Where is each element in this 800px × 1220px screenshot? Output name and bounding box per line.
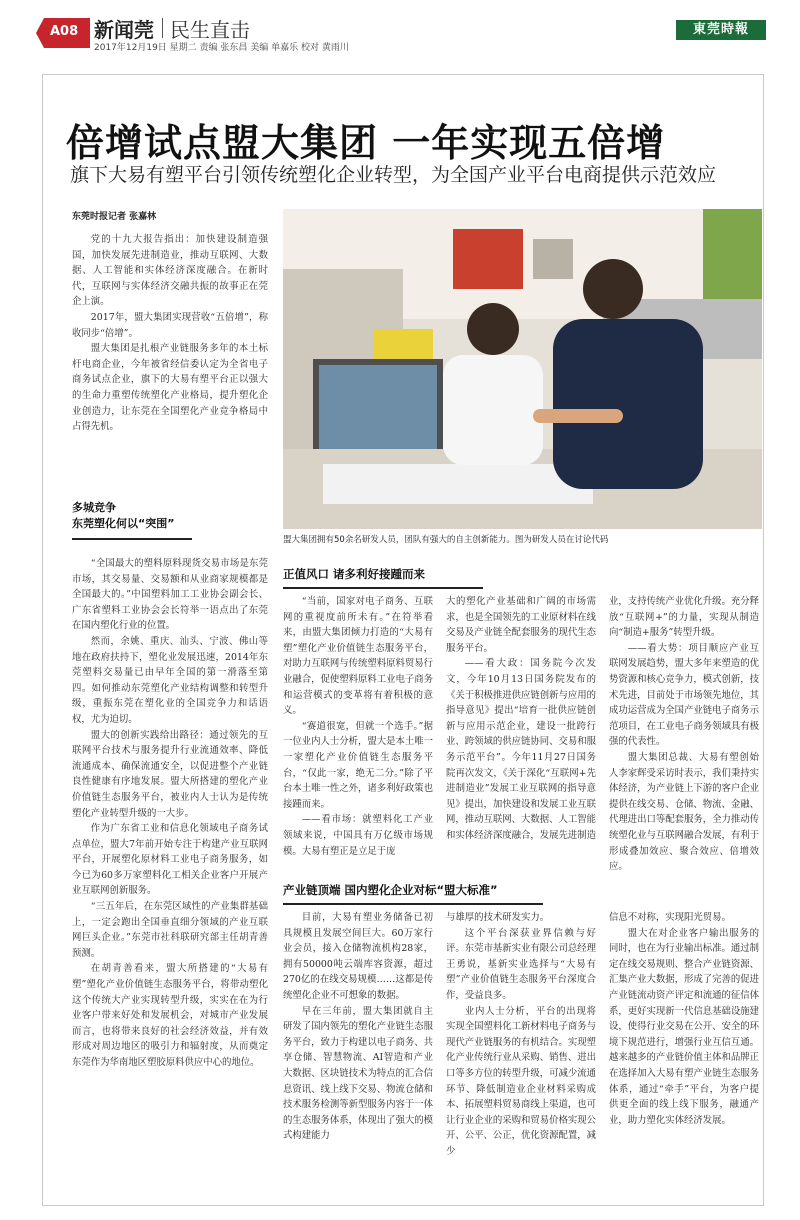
article-subheadline: 旗下大易有塑平台引领传统塑化企业转型，为全国产业平台电商提供示范效应 [70,164,717,186]
section1-title-line1: 多城竞争 [72,501,116,514]
section2-title: 正值风口 诸多利好接踵而来 [283,567,426,581]
section3-heading [283,882,762,905]
section3-paragraph: 业内人士分析，平台的出现将实现全国塑料化工新材料电子商务与现代产业链服务的有机结合。实现塑化产业传统行业从采购、销售、进出口等多方位的转型升级，可减少流通环节、降低制造业企业材料采购成本、拓展塑料贸易商线上渠道，也可让行业企业的采购和贸易价格实现公开、公平、公正，优化资源配置，减少 [446,1005,597,1157]
section2-heading [283,566,762,589]
section2-col1 [283,594,433,859]
section2-paragraph: ——看大势：项目顺应产业互联网发展趋势，盟大多年来塑造的优势资源和核心竞争力，模式创新，技术先进，目前处于市场领先地位，其成功运营成为全国产业链电子商务示范项目，在工业电子商务领域具有极强的代表性。 [609,642,760,748]
section2-paragraph: “赛道很宽，但就一个选手。”据一位业内人士分析，盟大是本土唯一一家塑化产业价值链生态服务平台，“仅此一家，绝无二分。”除了平台本土唯一性之外，诸多利好政策也接踵而来。 [283,720,434,810]
page-number-badge [36,18,90,48]
byline: 东莞时报记者 张嘉林 [72,212,157,222]
section3-rule [283,903,543,905]
section2-paragraph: ——看市场：就塑料化工产业领域来说，中国具有万亿级市场规模。大易有塑正是立足于庞 [283,814,433,857]
section2-paragraph: ——看大政：国务院今次发文，今年10月13日国务院发布的《关于积极推进供应链创新与应用的指导意见》提出“培育一批供应链创新与应用示范企业，建设一批跨行业、跨领域的供应链协同、交易和服务示范平台”。今年11月27日国务院再次发文，《关于深化“互联网+先进制造业”发展工业互联网的指导意见》提出，加快建设和发展工业互联网，推动互联网、大数据、人工智能和实体经济深度融合，发展先进制造 [446,658,597,841]
section2-rule [283,587,483,589]
section1-heading [72,500,268,540]
section-divider [162,18,163,38]
intro-paragraph: 2017年，盟大集团实现营收“五倍增”，称收同步“倍增”。 [72,311,268,339]
section2-paragraph: 盟大集团总裁、大易有塑创始人李家辉受采访时表示，我们秉持实体经济，为产业链上下游的客户企业提供在线交易、仓储、物流、金融、代理进出口等配套服务，全力推动传统塑化业与互联网融合发展，有利于形成叠加效应、聚合效应、倍增效应。 [609,751,760,873]
section1-title-line2: 东莞塑化何以“突围” [72,517,175,530]
section3-col2 [446,910,596,1160]
section3-title: 产业链顶端 国内塑化企业对标“盟大标准” [283,883,498,897]
section1-paragraph: “全国最大的塑料原料现货交易市场是东莞市场，其交易量、交易额和从业商家规模都是全国最大的。”中国塑料加工工业协会副会长、广东省塑料工业协会会长符举一语点出了东莞在国内塑化行业的位置。 [72,558,268,632]
section-title: 新闻莞 [94,18,154,42]
section3-paragraph: 盟大在对企业客户输出服务的同时，也在为行业输出标准。通过制定在线交易规则、整合产业链资源、汇集产业大数据，形成了完善的促进产业链流动资产评定和流通的征信体系，更好实现新一代信息基础设施建设，使得行业交易在公开、安全的环境下规范进行，增强行业互信互通。越来越多的产业链价值主体和品牌正在选择加入大易有塑产业链生态服务体系，通过“牵手”平台，为客户提供更全面的线上线下服务，融通产业，助力塑化实体经济发展。 [609,927,760,1126]
section1-column [72,556,268,1071]
section-subtitle: 民生直击 [170,18,250,42]
article-headline: 倍增试点盟大集团 一年实现五倍增 [66,120,666,165]
section3-col3 [609,910,759,1128]
newspaper-logo: 東莞時報 [676,20,766,40]
section1-rule [72,538,192,540]
article-photo [283,209,762,529]
section3-paragraph: 这个平台深获业界信赖与好评。东莞市基新实业有限公司总经理王勇说，基新实业选择与“大易有塑”产业价值链生态服务平台深度合作，受益良多。 [446,927,597,1001]
photo-illustration [283,209,762,529]
page-number: A08 [50,24,79,39]
intro-paragraph: 盟大集团是扎根产业链服务多年的本土标杆电商企业，今年被省经信委认定为全省电子商务试点企业，旗下的大易有塑平台正以强大的生命力重塑传统塑化产业格局，提升塑化企业创造力，让东莞在全国塑化产业竞争格局中占得先机。 [72,343,268,433]
intro-column [72,232,268,435]
section2-paragraph: 业，支持传统产业优化升级。充分释放“互联网+”的力量，实现从制造向“制造+服务”转型升级。 [609,596,760,639]
section1-paragraph: 盟大的创新实践给出路径：通过领先的互联网平台技术与服务提升行业流通效率、降低流通成本、确保流通安全，以促进整个产业链良性健康有序地发展。盟大所搭建的塑化产业价值链生态服务平台，被业内人士认为是传统塑化产业转型升级的一大步。 [72,729,268,819]
section3-paragraph: 早在三年前，盟大集团就自主研发了国内领先的塑化产业链生态服务平台，致力于构建以电子商务、共享仓储、智慧物流、AI智造和产业大数据、区块链技术为特点的汇合信息资讯、线上线下交易、物流仓储和技术服务检测等新型服务内容于一体的生态服务体系，体现出了强大的模式构建能力 [283,1005,434,1142]
intro-paragraph: 党的十九大报告指出：加快建设制造强国，加快发展先进制造业，推动互联网、大数据、人工智能和实体经济深度融合。在新时代，互联网与实体经济交融共振的故事正在莞企上演。 [72,234,268,308]
section2-col2 [446,594,596,844]
section1-paragraph: “三五年后，在东莞区域性的产业集群基础上，一定会跑出全国垂直细分领域的产业互联网巨头企业。”东莞市社科联研究部主任胡青善预测。 [72,901,268,959]
section3-paragraph: 与雄厚的技术研发实力。 [446,912,550,923]
section3-col1 [283,910,433,1144]
section1-paragraph: 在胡青善看来，盟大所搭建的“大易有塑”塑化产业价值链生态服务平台，将带动塑化这个传统大产业实现转型升级，实实在在为行业客户带来好处和发展机会，对城市产业发展而言，也将带来良好的社会经济效益，并有效形成对周边地区的吸引力和辐射度，从而奠定东莞作为华南地区塑胶原料供应中心的地位。 [72,963,268,1068]
section2-paragraph: 大的塑化产业基础和广阔的市场需求，也是全国领先的工业原材料在线交易及产业链全配套服务的现代生态服务平台。 [446,596,597,654]
photo-caption: 盟大集团拥有50余名研发人员，团队有强大的自主创新能力。图为研发人员在讨论代码 [283,535,609,545]
section2-paragraph: “当前，国家对电子商务、互联网的重视度前所未有。”在符举看来，由盟大集团倾力打造的“大易有塑”塑化产业价值链生态服务平台，对助力互联网与传统塑料原料贸易行业融合，促使塑料原料工业电子商务和运营模式的变革将有着积极的意义。 [283,596,434,717]
dateline: 2017年12月19日 星期二 责编 张东昌 美编 单嘉乐 校对 黄雨川 [94,43,349,53]
section3-paragraph: 目前，大易有塑业务储备已初具规模且发展空间巨大。60万家行业会员，接入仓储物流机构28家，拥有50000吨云端库容资源，超过270亿的在线交易规模……这都是传统塑化企业不可想象的数据。 [283,912,433,1001]
section1-paragraph: 作为广东省工业和信息化领域电子商务试点单位，盟大7年前开始专注于构建产业互联网平台，开展塑化原材料工业电子商务服务，如今已为60多万家塑料化工相关企业客户开展产业互联网创新服务。 [72,823,268,897]
section2-col3 [609,594,759,875]
section3-paragraph: 信息不对称，实现阳光贸易。 [609,912,731,923]
section1-paragraph: 然而，余姚、重庆、汕头、宁波、佛山等地在政府扶持下，塑化业发展迅速，2014年东莞塑料交易量已由早年全国的第一滑落至第四。如何推动东莞塑化产业结构调整和转型升级，重振东莞在塑化业的全国竞争力和话语权，尤为迫切。 [72,635,268,725]
